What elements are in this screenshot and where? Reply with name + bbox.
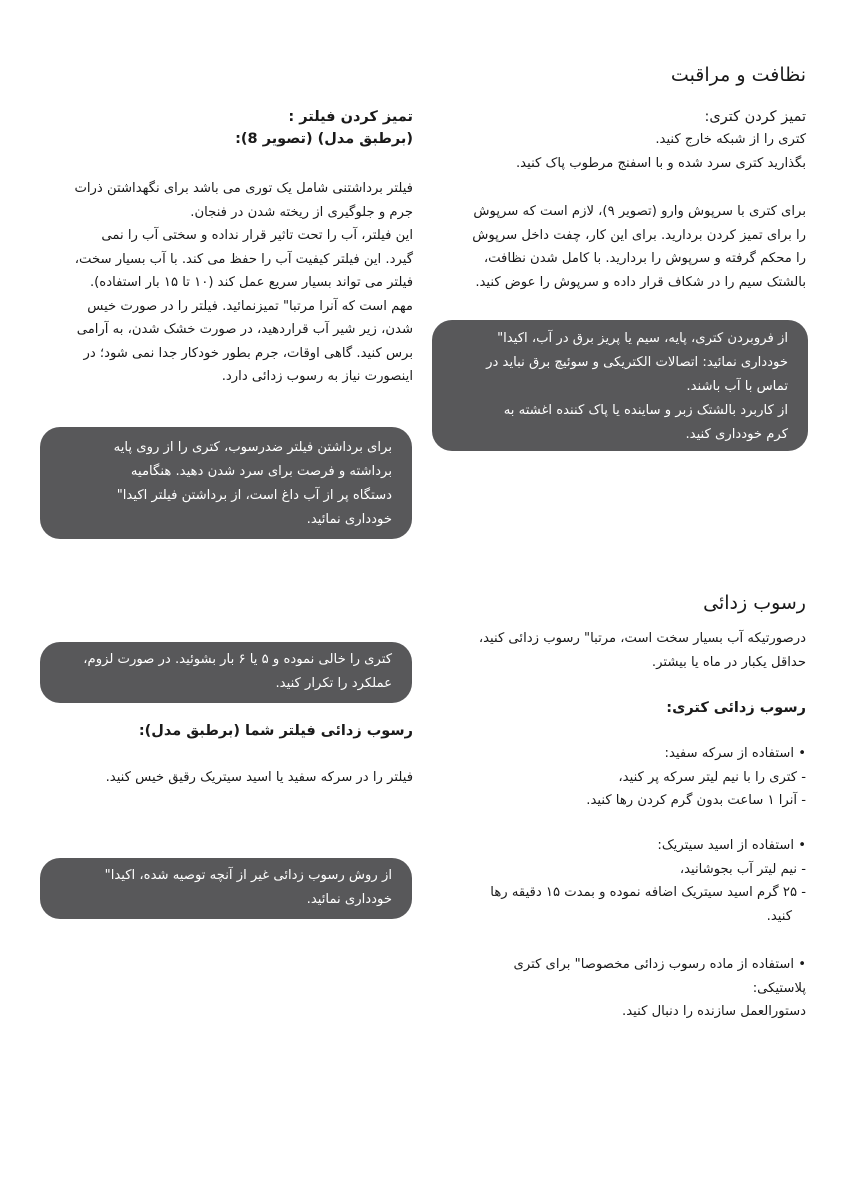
cleaning-section [448, 62, 806, 88]
special-descaler-step: دستورالعمل سازنده را دنبال کنید. [622, 1004, 806, 1019]
filter-cleaning-line: شدن، زیر شیر آب قراردهید، در صورت خشک شدن، به آرامی [76, 322, 413, 337]
filter-cleaning-model-note: (برطبق مدل) (تصویر 8): [235, 131, 413, 147]
descaling-intro-line: حداقل یکبار در ماه یا بیشتر. [651, 654, 806, 670]
lid-cleaning-line: برای کتری با سرپوش وارو (تصویر ۹)، لازم است که سرپوش [473, 204, 806, 219]
filter-cleaning-line: جرم و جلوگیری از ریخته شدن در فنجان. [190, 204, 413, 220]
filter-descaling-text [40, 766, 413, 790]
citric-method-label: استفاده از اسید سیتریک: [657, 838, 795, 853]
filter-cleaning-line: اینصورت نیاز به رسوب زدائی دارد. [221, 369, 413, 384]
rinse-note-line: عملکرد را تکرار کنید. [275, 676, 392, 691]
lid-cleaning-paragraph [448, 200, 806, 294]
lid-cleaning-line: بالشتک سیم را در شکاف قرار داده و سرپوش را عوض کنید. [475, 274, 806, 290]
descaling-title: رسوب زدائی [703, 592, 806, 614]
citric-step: کنید. [766, 908, 792, 924]
filter-removal-line: برداشته و فرصت برای سرد شدن دهید. هنگامیه [130, 464, 392, 479]
vinegar-method-head [448, 742, 806, 766]
filter-descaling-subtitle-wrap [40, 720, 413, 742]
kettle-cleaning-line: بگذارید کتری سرد شده و با اسفنج مرطوب پاک کنید. [515, 155, 806, 171]
filter-removal-note [40, 427, 412, 539]
cleaning-warning-line: تماس با آب باشند. [686, 379, 788, 394]
special-descaler-method [448, 953, 806, 1024]
filter-cleaning-heading [40, 106, 413, 150]
rinse-note-line: کتری را خالی نموده و ۵ یا ۶ بار بشوئید. در صورت لزوم، [83, 652, 392, 667]
filter-cleaning-paragraph [40, 177, 413, 389]
lid-cleaning-line: را برای تمیز کردن بردارید. برای این کار، چفت داخل سرپوش [472, 227, 806, 243]
special-descaler-label: استفاده از ماده رسوب زدائی مخصوصا" برای کتری [513, 957, 795, 972]
citric-step: - ۲۵ گرم اسید سیتریک اضافه نموده و بمدت ۱۵ دقیقه رها [490, 885, 806, 900]
vinegar-method [448, 742, 806, 813]
bullet-icon: • [798, 957, 806, 972]
filter-removal-line: دستگاه پر از آب داغ است، از برداشتن فیلتر اکیدا" [116, 488, 392, 503]
filter-removal-line: برای برداشتن فیلتر ضدرسوب، کتری را از روی پایه [113, 440, 392, 455]
filter-cleaning-line: این فیلتر، آب را تحت تاثیر قرار نداده و سختی آب را نمی [101, 228, 413, 243]
cleaning-warning-line: از فروبردن کتری، پایه، سیم یا پریز برق در آب، اکیدا" [497, 331, 788, 346]
citric-method [448, 834, 806, 928]
kettle-cleaning-block [448, 106, 806, 175]
rinse-note [40, 642, 412, 703]
descaling-intro [448, 627, 806, 674]
filter-removal-line: خودداری نمائید. [306, 512, 392, 527]
filter-cleaning-line: فیلتر برداشتنی شامل یک توری می باشد برای نگهداشتن ذرات [74, 181, 413, 196]
special-descaler-head [448, 953, 806, 977]
filter-descaling-line: فیلتر را در سرکه سفید یا اسید سیتریک رقیق خیس کنید. [105, 770, 413, 785]
filter-cleaning-line: برس کنید. گاهی اوقات، جرم بطور خودکار جدا نمی شود؛ در [83, 345, 413, 361]
cleaning-title: نظافت و مراقبت [670, 64, 806, 86]
bullet-icon: • [798, 838, 806, 853]
cleaning-warning-note [432, 320, 808, 451]
vinegar-method-label: استفاده از سرکه سفید: [664, 746, 795, 761]
cleaning-warning-line: کرم خودداری کنید. [685, 427, 788, 442]
bullet-icon: • [798, 746, 806, 761]
lid-cleaning-line: را محکم گرفته و سرپوش را بردارید. با کامل شدن نظافت، [483, 251, 806, 266]
descaling-section [448, 590, 806, 616]
citric-step: - نیم لیتر آب بجوشانید، [679, 861, 806, 877]
vinegar-step: - آنرا ۱ ساعت بدون گرم کردن رها کنید. [586, 793, 806, 808]
descaling-method-warning-note [40, 858, 412, 919]
vinegar-step: - کتری را با نیم لیتر سرکه پر کنید، [618, 769, 806, 785]
filter-cleaning-line: گیرد. این فیلتر کیفیت آب را حفظ می کند. با آب بسیار سخت، [74, 251, 413, 267]
descaling-method-warning-line: خودداری نمائید. [306, 892, 392, 907]
special-descaler-head-cont: پلاستیکی: [752, 980, 806, 996]
cleaning-warning-line: از کاربرد بالشتک زبر و ساینده یا پاک کننده اغشته به [503, 403, 788, 418]
kettle-cleaning-line: کتری را از شبکه خارج کنید. [655, 132, 806, 147]
cleaning-warning-line: خودداری نمائید: اتصالات الکتریکی و سوئیچ برق نباید در [486, 355, 788, 370]
filter-cleaning-title: تمیز کردن فیلتر : [288, 109, 413, 125]
filter-cleaning-line: مهم است که آنرا مرتبا" تمیزنمائید. فیلتر را در صورت خیس [87, 298, 413, 314]
descaling-method-warning-line: از روش رسوب زدائی غیر از آنچه توصیه شده، اکیدا" [104, 868, 392, 883]
filter-cleaning-line: فیلتر می تواند بسیار سریع عمل کند (۱۰ تا ۱۵ بار استفاده). [89, 275, 413, 290]
filter-descaling-subtitle: رسوب زدائی فیلتر شما (برطبق مدل): [138, 723, 413, 739]
descaling-intro-line: درصورتیکه آب بسیار سخت است، مرتبا" رسوب زدائی کنید، [478, 631, 806, 646]
kettle-descaling-subtitle-wrap [448, 697, 806, 719]
kettle-cleaning-subtitle: تمیز کردن کتری: [704, 109, 806, 125]
citric-method-head [448, 834, 806, 858]
kettle-descaling-subtitle: رسوب زدائی کتری: [666, 700, 806, 716]
